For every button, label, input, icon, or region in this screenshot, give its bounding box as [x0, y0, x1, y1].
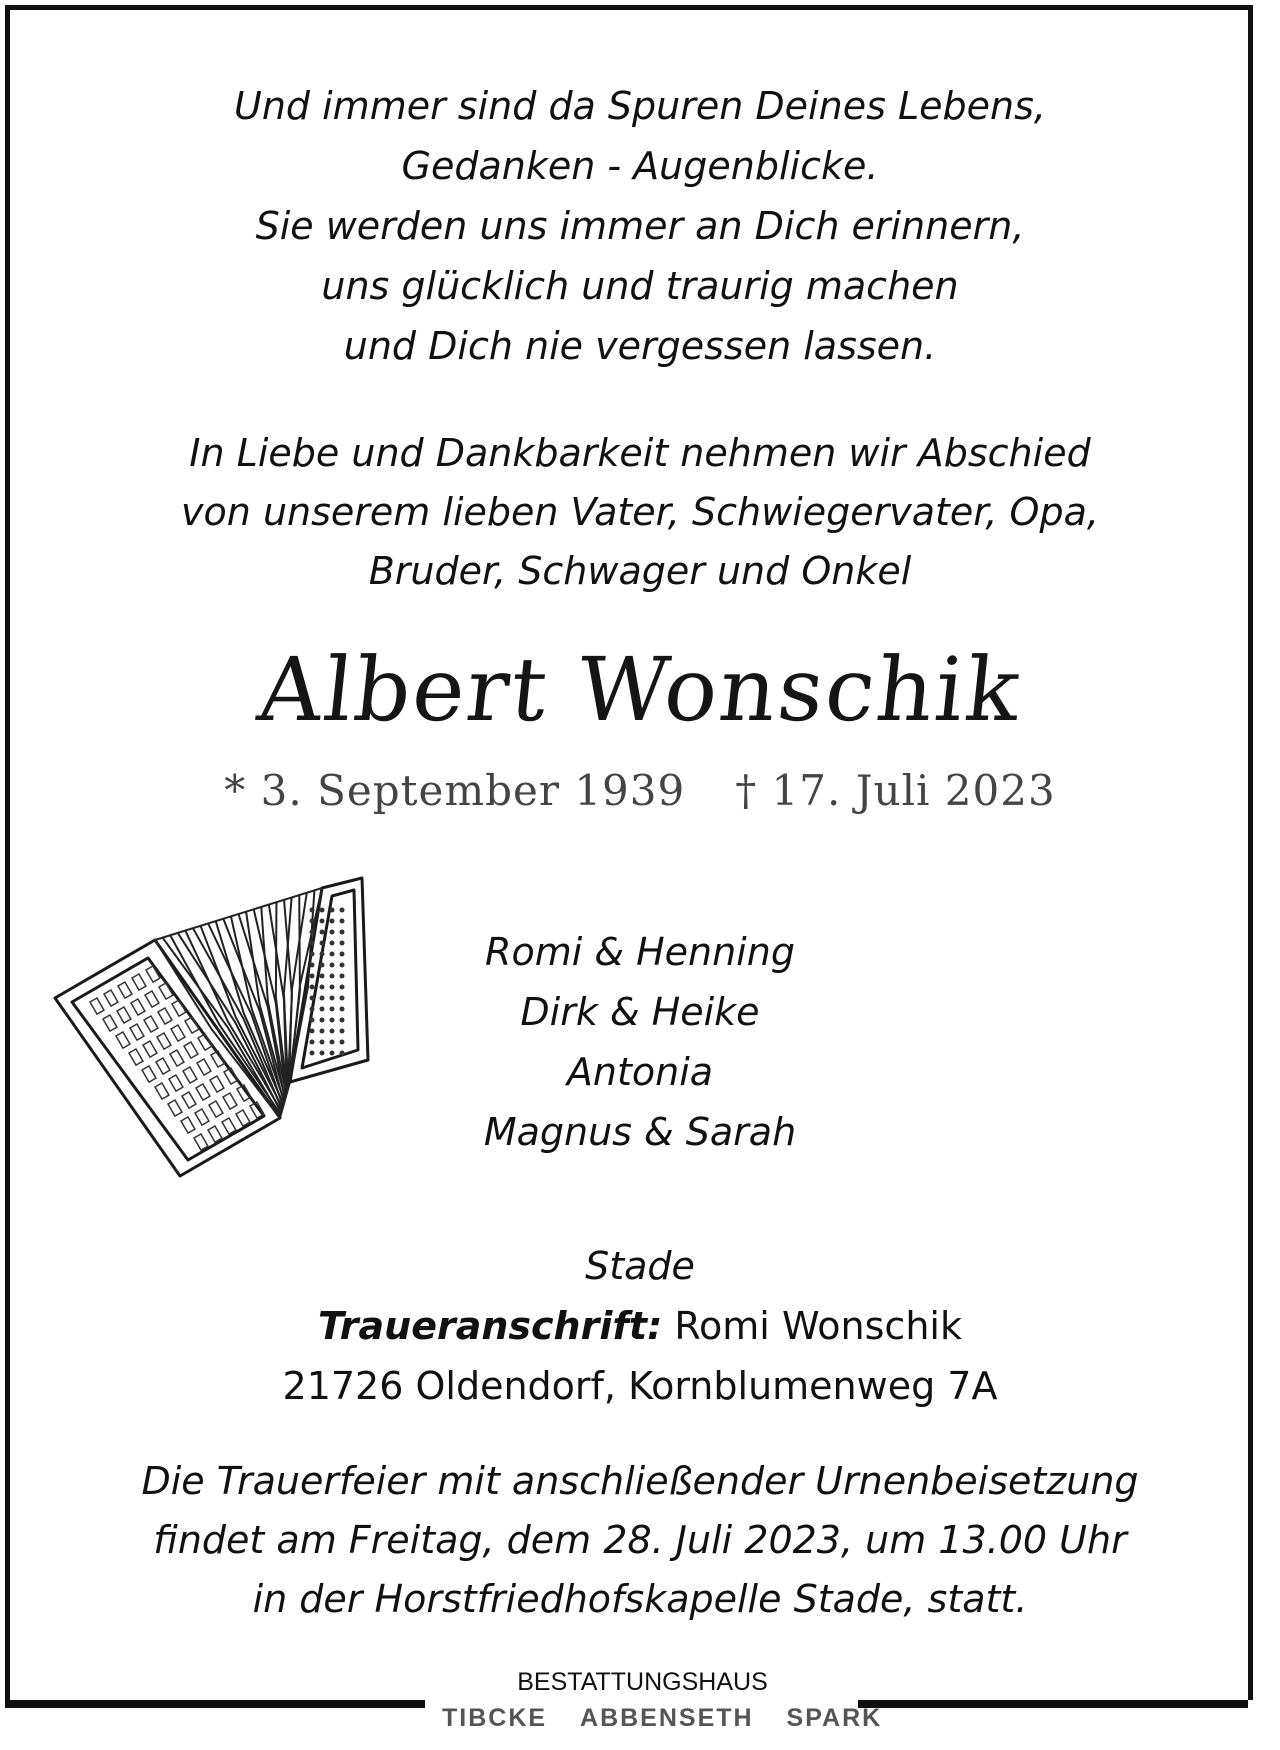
address-contact-line — [0, 1296, 1280, 1356]
family-member: Magnus & Sarah — [483, 1110, 797, 1154]
family-member: Dirk & Heike — [520, 990, 760, 1034]
ceremony-line: in der Horstfriedhofskapelle Stade, statt. — [252, 1577, 1028, 1621]
ceremony-line: Die Trauerfeier mit anschließender Urnenbeisetzung — [141, 1459, 1139, 1503]
poem-line: uns glücklich und traurig machen — [321, 264, 959, 308]
death-date: † 17. Juli 2023 — [735, 766, 1056, 815]
family-list — [440, 922, 840, 1162]
poem-line: Sie werden uns immer an Dich erinnern, — [255, 204, 1025, 248]
address-label: Traueranschrift: — [318, 1304, 663, 1348]
mourning-address — [0, 1236, 1280, 1416]
life-dates — [0, 766, 1280, 815]
city: Stade — [585, 1244, 695, 1288]
address-street: 21726 Oldendorf, Kornblumenweg 7A — [282, 1364, 998, 1408]
ceremony-notice — [0, 1452, 1280, 1629]
accordion-icon — [50, 870, 410, 1190]
ceremony-line: findet am Freitag, dem 28. Juli 2023, um 13.00 Uhr — [153, 1518, 1127, 1562]
intro-line: Bruder, Schwager und Onkel — [368, 549, 912, 593]
family-member: Antonia — [566, 1050, 714, 1094]
partner-name: ABBENSETH — [580, 1704, 754, 1732]
birth-date: * 3. September 1939 — [224, 766, 686, 815]
farewell-intro — [0, 424, 1280, 601]
poem-line: Und immer sind da Spuren Deines Lebens, — [234, 84, 1046, 128]
funeral-home-name: BESTATTUNGSHAUS — [517, 1668, 768, 1696]
partner-name: TIBCKE — [442, 1704, 548, 1732]
partner-name: SPARK — [786, 1704, 883, 1732]
family-member: Romi & Henning — [485, 930, 795, 974]
funeral-home-partners — [430, 1704, 883, 1733]
poem-line: und Dich nie vergessen lassen. — [343, 324, 937, 368]
deceased-name: Albert Wonschik — [253, 638, 1027, 741]
funeral-home-logo — [430, 1656, 883, 1746]
intro-line: von unserem lieben Vater, Schwiegervater, Opa, — [181, 490, 1099, 534]
poem-line: Gedanken - Augenblicke. — [401, 144, 879, 188]
bottom-rule-right — [858, 1700, 1248, 1708]
intro-line: In Liebe und Dankbarkeit nehmen wir Abschied — [189, 431, 1091, 475]
poem — [0, 76, 1280, 376]
address-contact: Romi Wonschik — [662, 1304, 962, 1348]
bottom-rule-left — [5, 1700, 425, 1708]
